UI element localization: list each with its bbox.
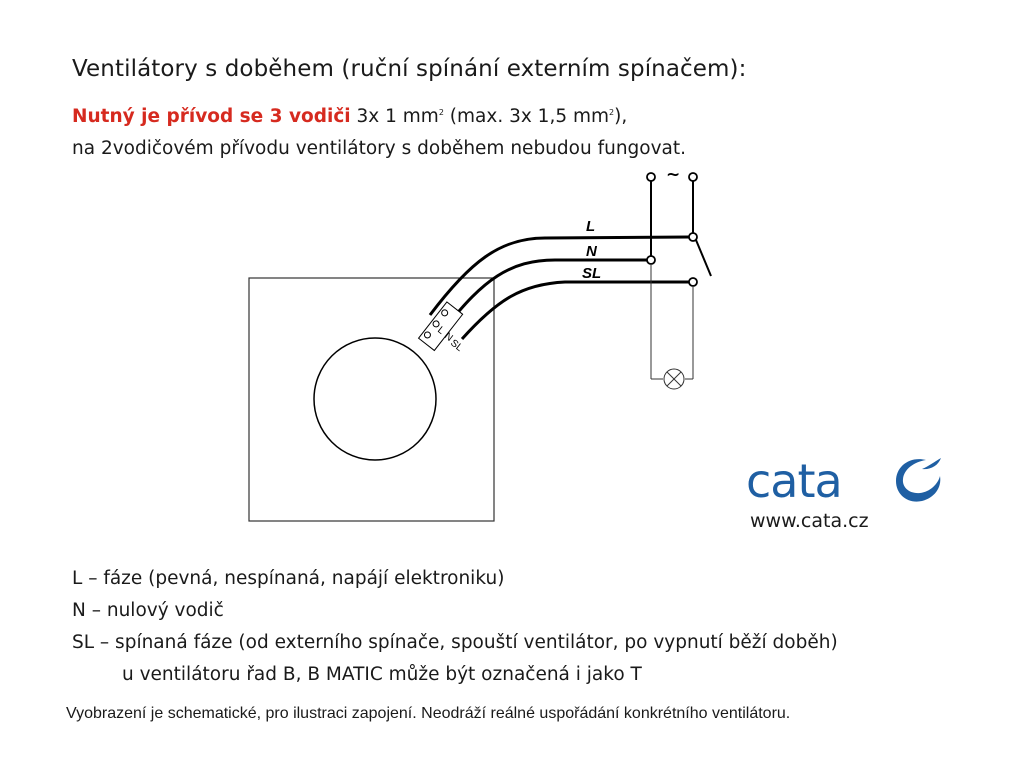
requirement-bold: Nutný je přívod se 3 vodiči <box>72 106 351 127</box>
legend-n: N – nulový vodič <box>72 600 224 621</box>
superscript-2: 2 <box>609 107 615 117</box>
requirement-line-2: na 2vodičovém přívodu ventilátory s doběhem nebudou fungovat. <box>72 138 687 159</box>
legend-sl-continuation: u ventilátoru řad B, B MATIC může být označená i jako T <box>122 664 642 685</box>
wire-label-n: N <box>586 243 597 260</box>
legend-l: L – fáze (pevná, nespínaná, napájí elektroniku) <box>72 568 505 589</box>
terminal-l <box>689 233 697 241</box>
terminal-label-sl: SL <box>448 337 465 354</box>
supply-terminal-left <box>647 173 655 181</box>
requirement-text-2: (max. 3x 1,5 mm <box>443 106 610 127</box>
supply-terminal-right <box>689 173 697 181</box>
superscript-1: 2 <box>438 107 444 117</box>
requirement-text-1: 3x 1 mm <box>350 106 439 127</box>
footnote: Vyobrazení je schematické, pro ilustraci zapojení. Neodráží reálné uspořádání konkrétního ventilátoru. <box>66 705 791 722</box>
switch-icon <box>696 240 711 276</box>
requirement-text-3: ), <box>614 106 628 127</box>
terminal-label-n: N <box>442 330 455 344</box>
website-url: www.cata.cz <box>750 510 869 532</box>
terminal-label-l: L <box>435 324 447 337</box>
fan-circle-icon <box>314 338 436 460</box>
supply-symbol: ~ <box>666 165 681 185</box>
wire-label-l: L <box>586 218 596 235</box>
legend-sl: SL – spínaná fáze (od externího spínače, spouští ventilátor, po vypnutí běží doběh) <box>72 632 838 653</box>
logo-text: cata <box>746 454 842 508</box>
page-title: Ventilátory s doběhem (ruční spínání externím spínačem): <box>72 56 747 82</box>
cata-logo <box>744 452 944 512</box>
terminal-n <box>647 256 655 264</box>
wire-n <box>446 260 648 327</box>
logo-swirl-icon <box>896 458 941 502</box>
wire-sl <box>462 282 690 339</box>
terminal-sl <box>689 278 697 286</box>
lamp-icon <box>664 369 684 389</box>
wire-label-sl: SL <box>582 265 602 282</box>
